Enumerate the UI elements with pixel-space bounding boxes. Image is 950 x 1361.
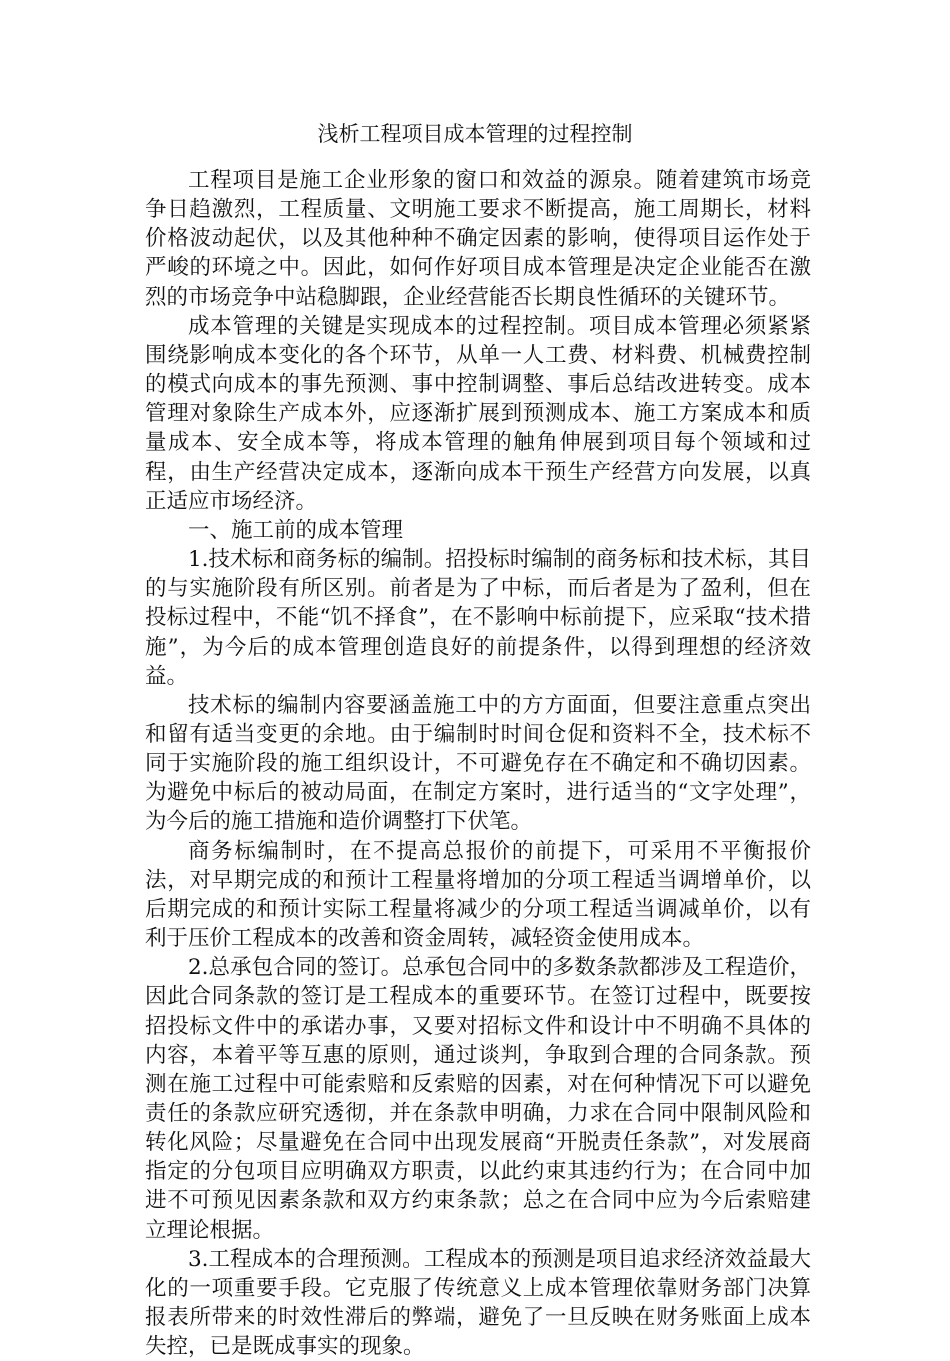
paragraph-bid-preparation: 1.技术标和商务标的编制。招投标时编制的商务标和技术标，其目的与实施阶段有所区别。前者是为了中标，而后者是为了盈利，但在投标过程中，不能“饥不择食”，在不影响中标前提下，应采取“技术措施”，为今后的成本管理创造良好的前提条件，以得到理想的经济效益。	[145, 547, 811, 689]
paragraph-intro: 工程项目是施工企业形象的窗口和效益的源泉。随着建筑市场竞争日趋激烈，工程质量、文明施工要求不断提高，施工周期长，材料价格波动起伏，以及其他种种不确定因素的影响，使得项目运作处于严峻的环境之中。因此，如何作好项目成本管理是决定企业能否在激烈的市场竞争中站稳脚跟，企业经营能否长期良性循环的关键环节。	[145, 168, 811, 310]
paragraph-technical-bid: 技术标的编制内容要涵盖施工中的方方面面，但要注意重点突出和留有适当变更的余地。由于编制时时间仓促和资料不全，技术标不同于实施阶段的施工组织设计，不可避免存在不确定和不确切因素。为避免中标后的被动局面，在制定方案时，进行适当的“文字处理”，为今后的施工措施和造价调整打下伏笔。	[145, 692, 811, 835]
document-body	[145, 166, 811, 1361]
document-title: 浅析工程项目成本管理的过程控制	[317, 122, 633, 146]
section-heading-pre-construction: 一、施工前的成本管理	[188, 517, 404, 543]
paragraph-cost-forecast: 3.工程成本的合理预测。工程成本的预测是项目追求经济效益最大化的一项重要手段。它克服了传统意义上成本管理依靠财务部门决算报表所带来的时效性滞后的弊端，避免了一旦反映在财务账面上成本失控，已是既成事实的现象。	[145, 1246, 811, 1360]
paragraph-commercial-bid: 商务标编制时，在不提高总报价的前提下，可采用不平衡报价法，对早期完成的和预计工程量将增加的分项工程适当调增单价，以后期完成的和预计实际工程量将减少的分项工程适当调减单价，以有利于压价工程成本的改善和资金周转，减轻资金使用成本。	[145, 838, 811, 952]
paragraph-contract-signing: 2.总承包合同的签订。总承包合同中的多数条款都涉及工程造价，因此合同条款的签订是工程成本的重要环节。在签订过程中，既要按招投标文件中的承诺办事，又要对招标文件和设计中不明确不具体的内容，本着平等互惠的原则，通过谈判，争取到合理的合同条款。预测在施工过程中可能索赔和反索赔的因素，对在何种情况下可以避免责任的条款应研究透彻，并在条款申明确，力求在合同中限制风险和转化风险；尽量避免在合同中出现发展商“开脱责任条款”，对发展商指定的分包项目应明确双方职责，以此约束其违约行为；在合同中加进不可预见因素条款和双方约束条款；总之在合同中应为今后索赔建立理论根据。	[145, 955, 811, 1243]
paragraph-cost-management-key: 成本管理的关键是实现成本的过程控制。项目成本管理必须紧紧围绕影响成本变化的各个环节，从单一人工费、材料费、机械费控制的模式向成本的事先预测、事中控制调整、事后总结改进转变。成本管理对象除生产成本外，应逐渐扩展到预测成本、施工方案成本和质量成本、安全成本等，将成本管理的触角伸展到项目每个领域和过程，由生产经营决定成本，逐渐向成本干预生产经营方向发展，以真正适应市场经济。	[145, 313, 811, 514]
